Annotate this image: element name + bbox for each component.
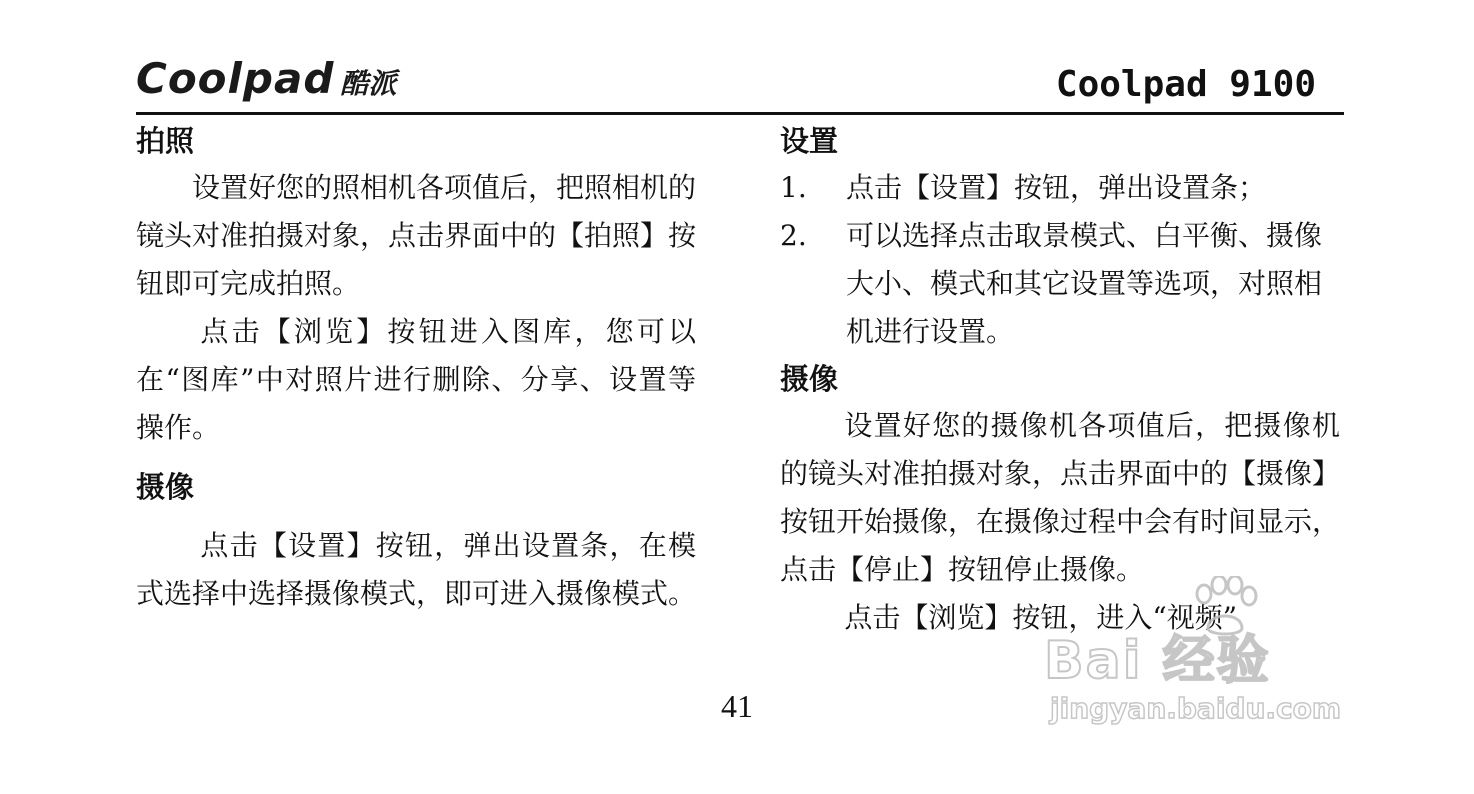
coolpad-logo bbox=[136, 54, 396, 103]
paragraph-photo-browse: 点击【浏览】按钮进入图库，您可以在“图库”中对照片进行删除、分享、设置等操作。 bbox=[136, 315, 696, 444]
model-name: Coolpad 9100 bbox=[1055, 64, 1316, 105]
header-rule bbox=[136, 112, 1344, 115]
list-item-text: 点击【设置】按钮，弹出设置条； bbox=[846, 171, 1267, 204]
watermark-url-text: jingyan.baidu.com bbox=[1050, 692, 1342, 725]
right-column bbox=[780, 118, 1340, 642]
list-item-number: 2. bbox=[780, 219, 807, 252]
section-heading-video-right: 摄像 bbox=[780, 362, 839, 396]
paragraph-video-mode: 点击【设置】按钮，弹出设置条，在模式选择中选择摄像模式，即可进入摄像模式。 bbox=[136, 529, 697, 610]
logo-latin-text: Coolpad bbox=[136, 54, 335, 103]
paragraph-video-intro: 设置好您的摄像机各项值后，把摄像机的镜头对准拍摄对象，点击界面中的【摄像】按钮开始摄像，在摄像过程中会有时间显示，点击【停止】按钮停止摄像。 bbox=[780, 409, 1341, 586]
section-heading-settings: 设置 bbox=[780, 124, 839, 158]
section-heading-photo: 拍照 bbox=[136, 124, 195, 158]
page-header bbox=[136, 40, 1344, 116]
watermark-logo-text: Bai 经验 bbox=[1044, 631, 1271, 691]
list-item-text: 可以选择点击取景模式、白平衡、摄像大小、模式和其它设置等选项，对照相机进行设置。 bbox=[846, 219, 1323, 348]
logo-cjk-text: 酷派 bbox=[340, 67, 397, 100]
section-heading-video: 摄像 bbox=[136, 470, 195, 504]
paragraph-photo-intro: 设置好您的照相机各项值后，把照相机的镜头对准拍摄对象，点击界面中的【拍照】按钮即可完成拍照。 bbox=[136, 171, 697, 300]
settings-steps-list bbox=[780, 164, 1340, 356]
spacer bbox=[136, 510, 696, 522]
list-item-number: 1. bbox=[780, 171, 807, 204]
paragraph-video-browse: 点击【浏览】按钮，进入“视频” bbox=[844, 601, 1238, 634]
list-item bbox=[780, 212, 1340, 356]
left-column bbox=[136, 118, 696, 618]
page-number: 41 bbox=[721, 688, 753, 724]
list-item bbox=[780, 164, 1340, 212]
spacer bbox=[136, 452, 696, 464]
